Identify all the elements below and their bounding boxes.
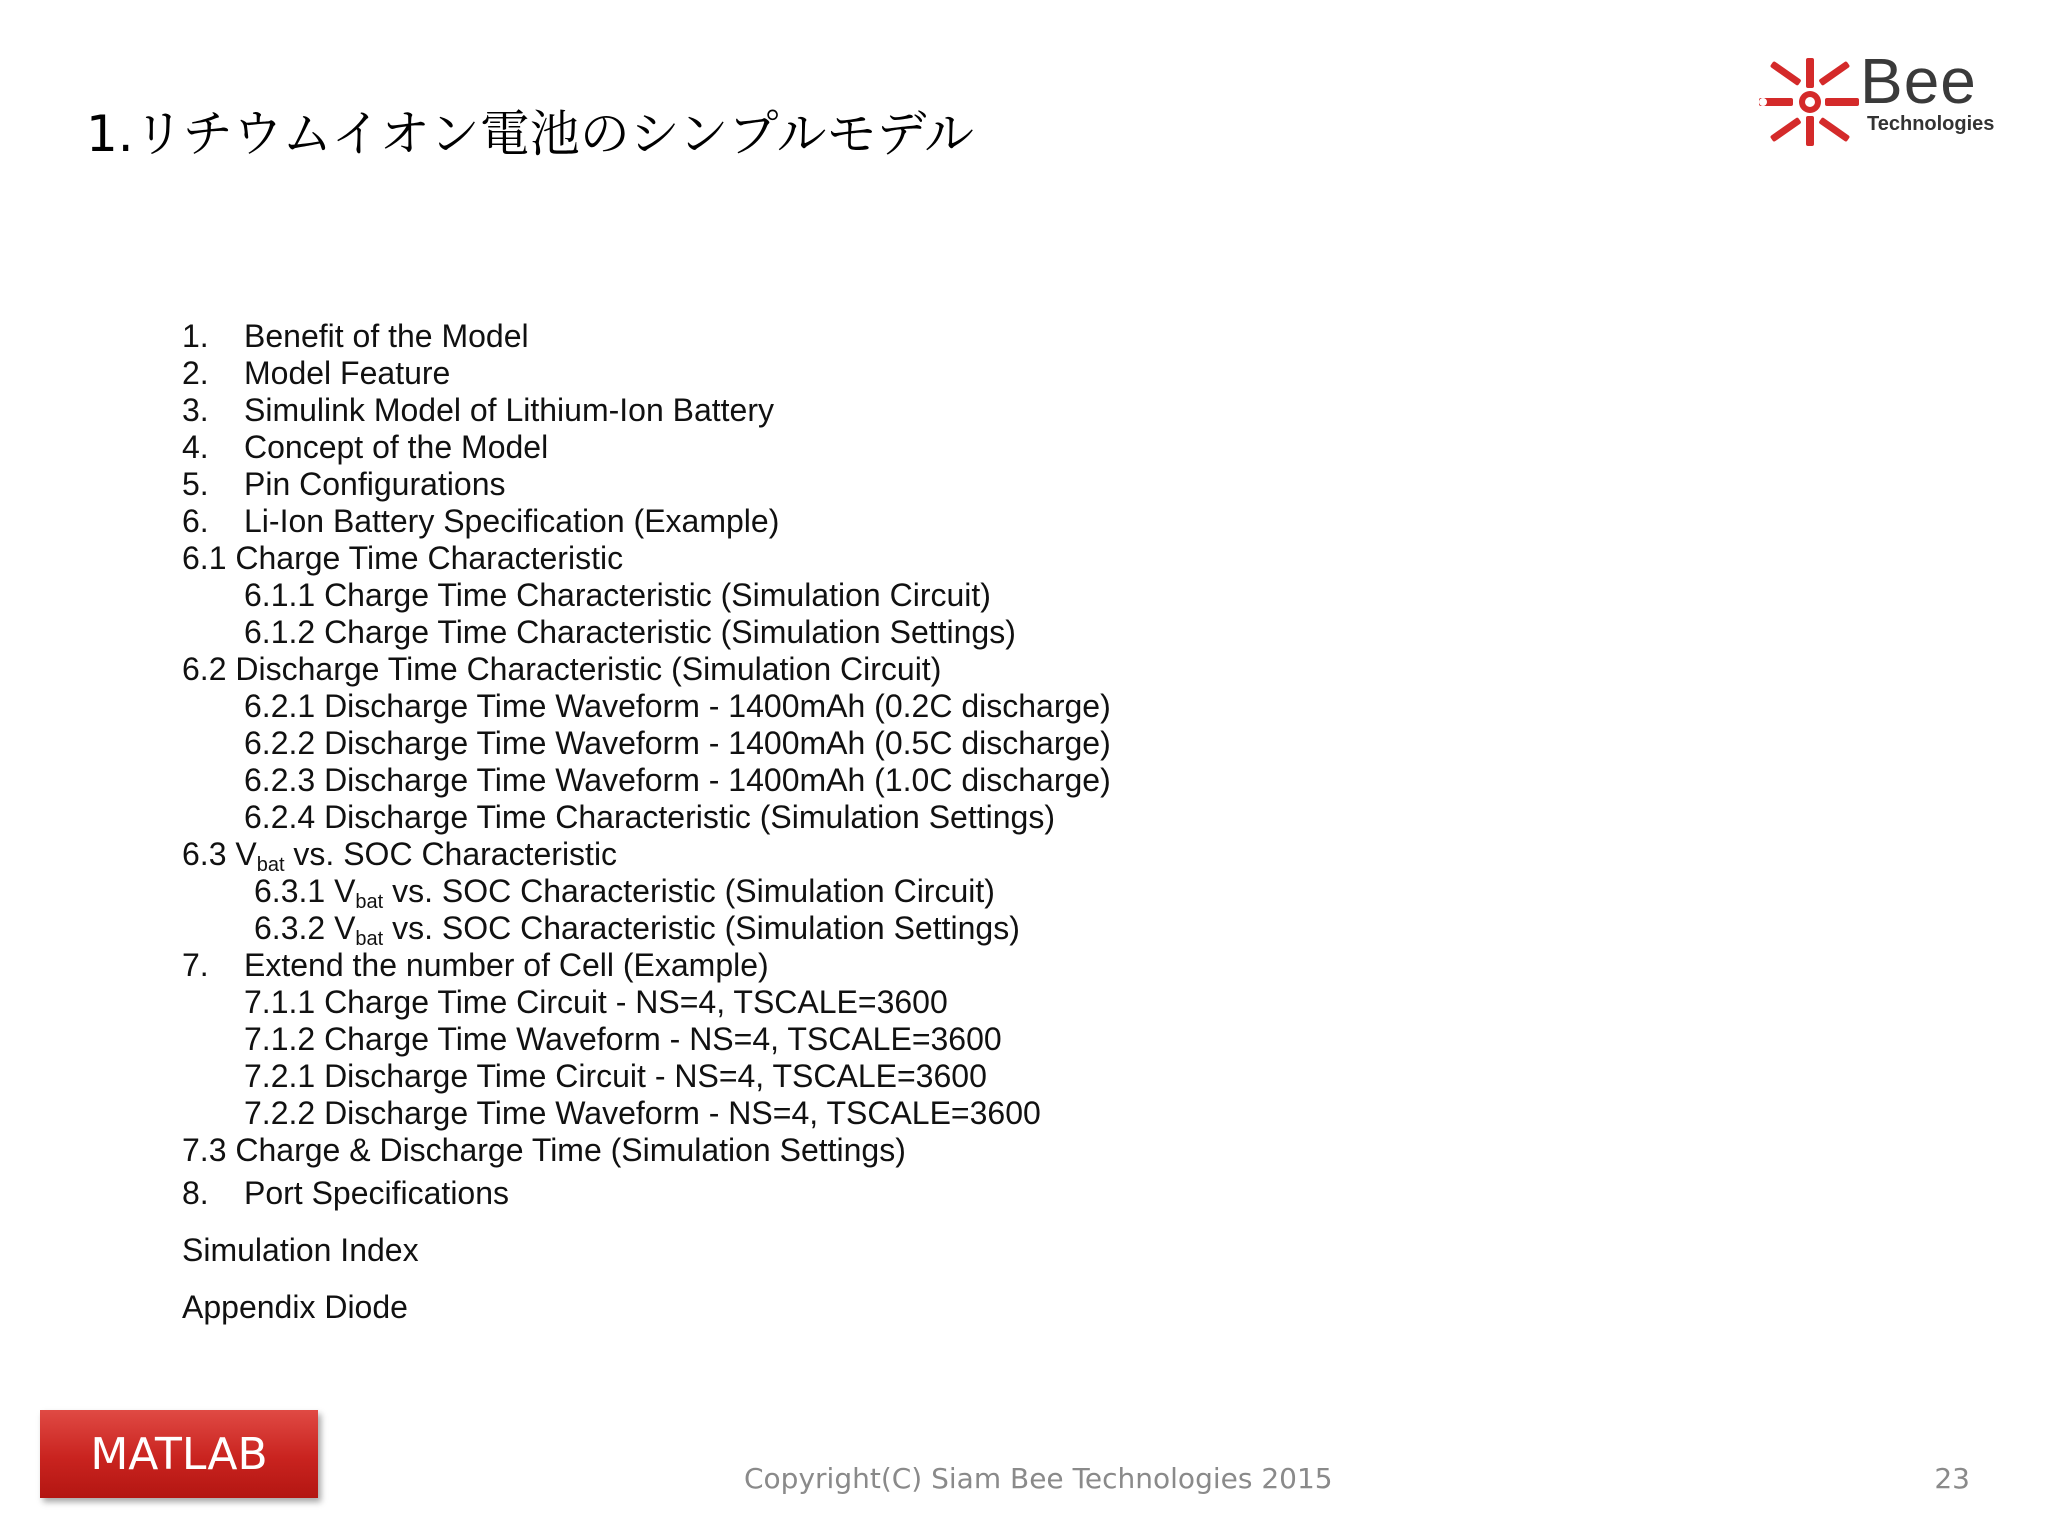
toc-subitem: 6.2.1 Discharge Time Waveform - 1400mAh (0.2C discharge) [244, 688, 1111, 724]
logo-wordmark: Bee [1860, 45, 1977, 117]
toc-item: 6.2 Discharge Time Characteristic (Simulation Circuit) [182, 651, 942, 687]
toc-subitem: 6.2.4 Discharge Time Characteristic (Simulation Settings) [244, 799, 1055, 835]
toc-item: 7. Extend the number of Cell (Example) [182, 947, 769, 983]
bee-logo-icon [1755, 52, 1865, 152]
toc-item: 3. Simulink Model of Lithium-Ion Battery [182, 392, 774, 428]
toc-item: 6.3 $V_{bat}$ vs. SOC Characteristic [182, 836, 618, 876]
matlab-button[interactable]: MATLAB [40, 1410, 318, 1498]
toc-subitem: 7.1.1 Charge Time Circuit - NS=4, TSCALE=3600 [244, 984, 948, 1020]
toc-item: 6.1 Charge Time Characteristic [182, 540, 624, 576]
toc-subitem: 6.1.2 Charge Time Characteristic (Simulation Settings) [244, 614, 1016, 650]
toc-item: 4. Concept of the Model [182, 429, 549, 465]
toc-subitem: 7.2.2 Discharge Time Waveform - NS=4, TSCALE=3600 [244, 1095, 1041, 1131]
footer-copyright: Copyright(C) Siam Bee Technologies 2015 [744, 1462, 1333, 1495]
toc-subitem: 6.3.1 $V_{bat}$ vs. SOC Characteristic (Simulation Circuit) [254, 873, 995, 913]
toc-item: Simulation Index [182, 1232, 419, 1268]
slide-title: 1.リチウムイオン電池のシンプルモデル [86, 105, 974, 163]
toc-item: 8. Port Specifications [182, 1175, 510, 1211]
toc-subitem: 6.2.2 Discharge Time Waveform - 1400mAh (0.5C discharge) [244, 725, 1111, 761]
toc-subitem: 7.1.2 Charge Time Waveform - NS=4, TSCALE=3600 [244, 1021, 1002, 1057]
toc-subitem: 6.2.3 Discharge Time Waveform - 1400mAh (1.0C discharge) [244, 762, 1111, 798]
toc-subitem: 6.3.2 $V_{bat}$ vs. SOC Characteristic (Simulation Settings) [254, 910, 1020, 950]
toc-subitem: 6.1.1 Charge Time Characteristic (Simulation Circuit) [244, 577, 991, 613]
toc-item: Appendix Diode [182, 1289, 408, 1325]
toc-item: 2. Model Feature [182, 355, 451, 391]
logo-subtitle: Technologies [1867, 113, 1995, 135]
toc-item: 6. Li-Ion Battery Specification (Example) [182, 503, 780, 539]
company-logo [1755, 45, 2015, 152]
toc-item: 5. Pin Configurations [182, 466, 506, 502]
toc-item: 1. Benefit of the Model [182, 318, 529, 354]
toc-subitem: 7.2.1 Discharge Time Circuit - NS=4, TSCALE=3600 [244, 1058, 987, 1094]
toc-item: 7.3 Charge & Discharge Time (Simulation Settings) [182, 1132, 906, 1168]
page-number: 23 [1934, 1462, 1970, 1495]
table-of-contents [182, 318, 1582, 1326]
